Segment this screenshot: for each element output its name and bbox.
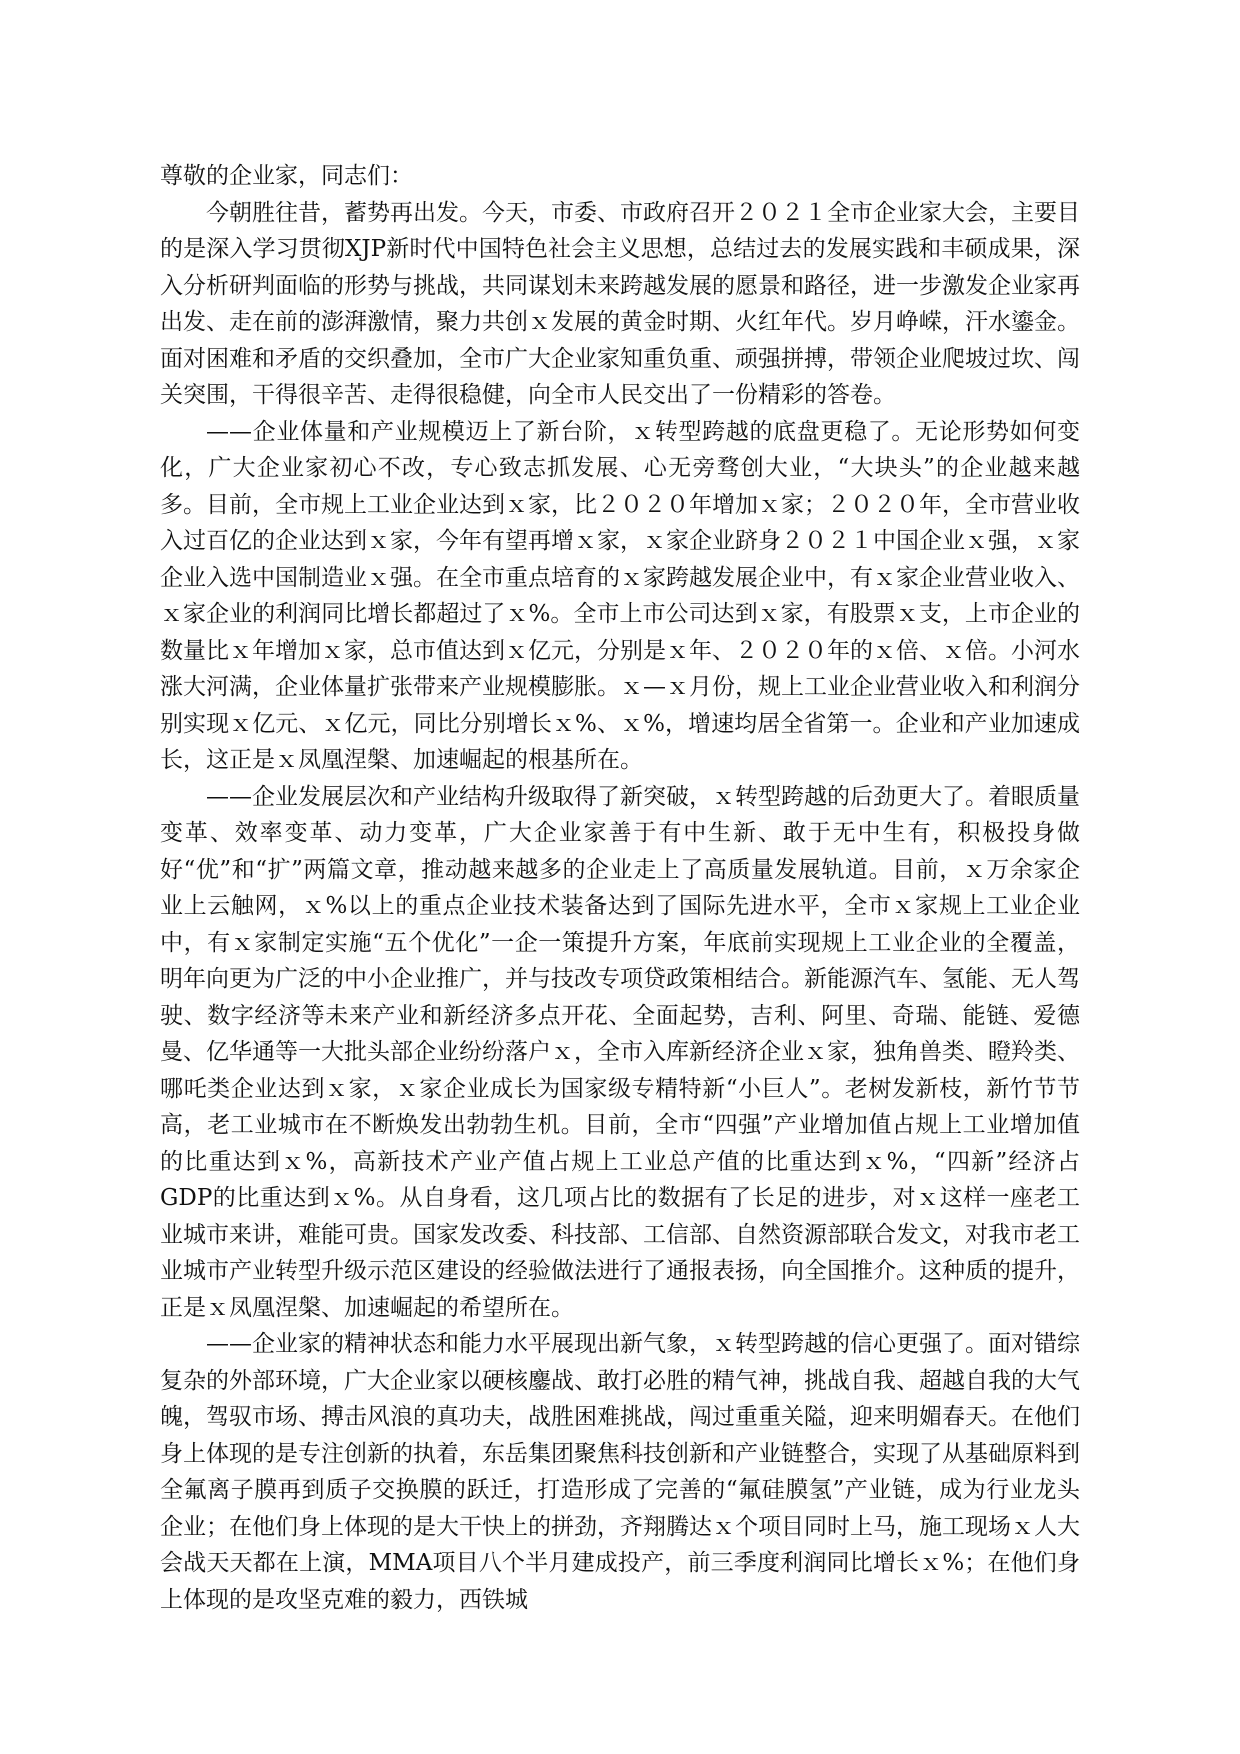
document-body — [160, 158, 1080, 1618]
paragraph-structure: ——企业发展层次和产业结构升级取得了新突破，ｘ转型跨越的后劲更大了。着眼质量变革、效率变革、动力变革，广大企业家善于有中生新、敢于无中生有，积极投身做好“优”和“扩”两篇文章，推动越来越多的企业走上了高质量发展轨道。目前，ｘ万余家企业上云触网，ｘ%以上的重点企业技术装备达到了国际先进水平，全市ｘ家规上工业企业中，有ｘ家制定实施“五个优化”一企一策提升方案，年底前实现规上工业企业的全覆盖，明年向更为广泛的中小企业推广，并与技改专项贷政策相结合。新能源汽车、氢能、无人驾驶、数字经济等未来产业和新经济多点开花、全面起势，吉利、阿里、奇瑞、能链、爱德曼、亿华通等一大批头部企业纷纷落户ｘ，全市入库新经济企业ｘ家，独角兽类、瞪羚类、哪吒类企业达到ｘ家，ｘ家企业成长为国家级专精特新“小巨人”。老树发新枝，新竹节节高，老工业城市在不断焕发出勃勃生机。目前，全市“四强”产业增加值占规上工业增加值的比重达到ｘ%，高新技术产业产值占规上工业总产值的比重达到ｘ%，“四新”经济占GDP的比重达到ｘ%。从自身看，这几项占比的数据有了长足的进步，对ｘ这样一座老工业城市来讲，难能可贵。国家发改委、科技部、工信部、自然资源部联合发文，对我市老工业城市产业转型升级示范区建设的经验做法进行了通报表扬，向全国推介。这种质的提升，正是ｘ凤凰涅槃、加速崛起的希望所在。 — [160, 783, 1080, 1321]
paragraph-spirit: ——企业家的精神状态和能力水平展现出新气象，ｘ转型跨越的信心更强了。面对错综复杂的外部环境，广大企业家以硬核鏖战、敢打必胜的精气神，挑战自我、超越自我的大气魄，驾驭市场、搏击风浪的真功夫，战胜困难挑战，闯过重重关隘，迎来明媚春天。在他们身上体现的是专注创新的执着，东岳集团聚焦科技创新和产业链整合，实现了从基础原料到全氟离子膜再到质子交换膜的跃迁，打造形成了完善的“氟硅膜氢”产业链，成为行业龙头企业；在他们身上体现的是大干快上的拼劲，齐翔腾达ｘ个项目同时上马，施工现场ｘ人大会战天天都在上演，MMA项目八个半月建成投产，前三季度利润同比增长ｘ%；在他们身上体现的是攻坚克难的毅力，西铁城 — [160, 1331, 1080, 1613]
paragraph-scale: ——企业体量和产业规模迈上了新台阶，ｘ转型跨越的底盘更稳了。无论形势如何变化，广大企业家初心不改，专心致志抓发展、心无旁骛创大业，“大块头”的企业越来越多。目前，全市规上工业企业达到ｘ家，比２０２０年增加ｘ家；２０２０年，全市营业收入过百亿的企业达到ｘ家，今年有望再增ｘ家，ｘ家企业跻身２０２１中国企业ｘ强，ｘ家企业入选中国制造业ｘ强。在全市重点培育的ｘ家跨越发展企业中，有ｘ家企业营业收入、ｘ家企业的利润同比增长都超过了ｘ%。全市上市公司达到ｘ家，有股票ｘ支，上市企业的数量比ｘ年增加ｘ家，总市值达到ｘ亿元，分别是ｘ年、２０２０年的ｘ倍、ｘ倍。小河水涨大河满，企业体量扩张带来产业规模膨胀。ｘ—ｘ月份，规上工业企业营业收入和利润分别实现ｘ亿元、ｘ亿元，同比分别增长ｘ%、ｘ%，增速均居全省第一。企业和产业加速成长，这正是ｘ凤凰涅槃、加速崛起的根基所在。 — [160, 418, 1080, 773]
paragraph-intro: 今朝胜往昔，蓄势再出发。今天，市委、市政府召开２０２１全市企业家大会，主要目的是深入学习贯彻XJP新时代中国特色社会主义思想，总结过去的发展实践和丰硕成果，深入分析研判面临的形势与挑战，共同谋划未来跨越发展的愿景和路径，进一步激发企业家再出发、走在前的澎湃激情，聚力共创ｘ发展的黄金时期、火红年代。岁月峥嵘，汗水鎏金。面对困难和矛盾的交织叠加，全市广大企业家知重负重、顽强拼搏，带领企业爬坡过坎、闯关突围，干得很辛苦、走得很稳健，向全市人民交出了一份精彩的答卷。 — [160, 199, 1080, 408]
salutation: 尊敬的企业家，同志们： — [160, 163, 413, 189]
